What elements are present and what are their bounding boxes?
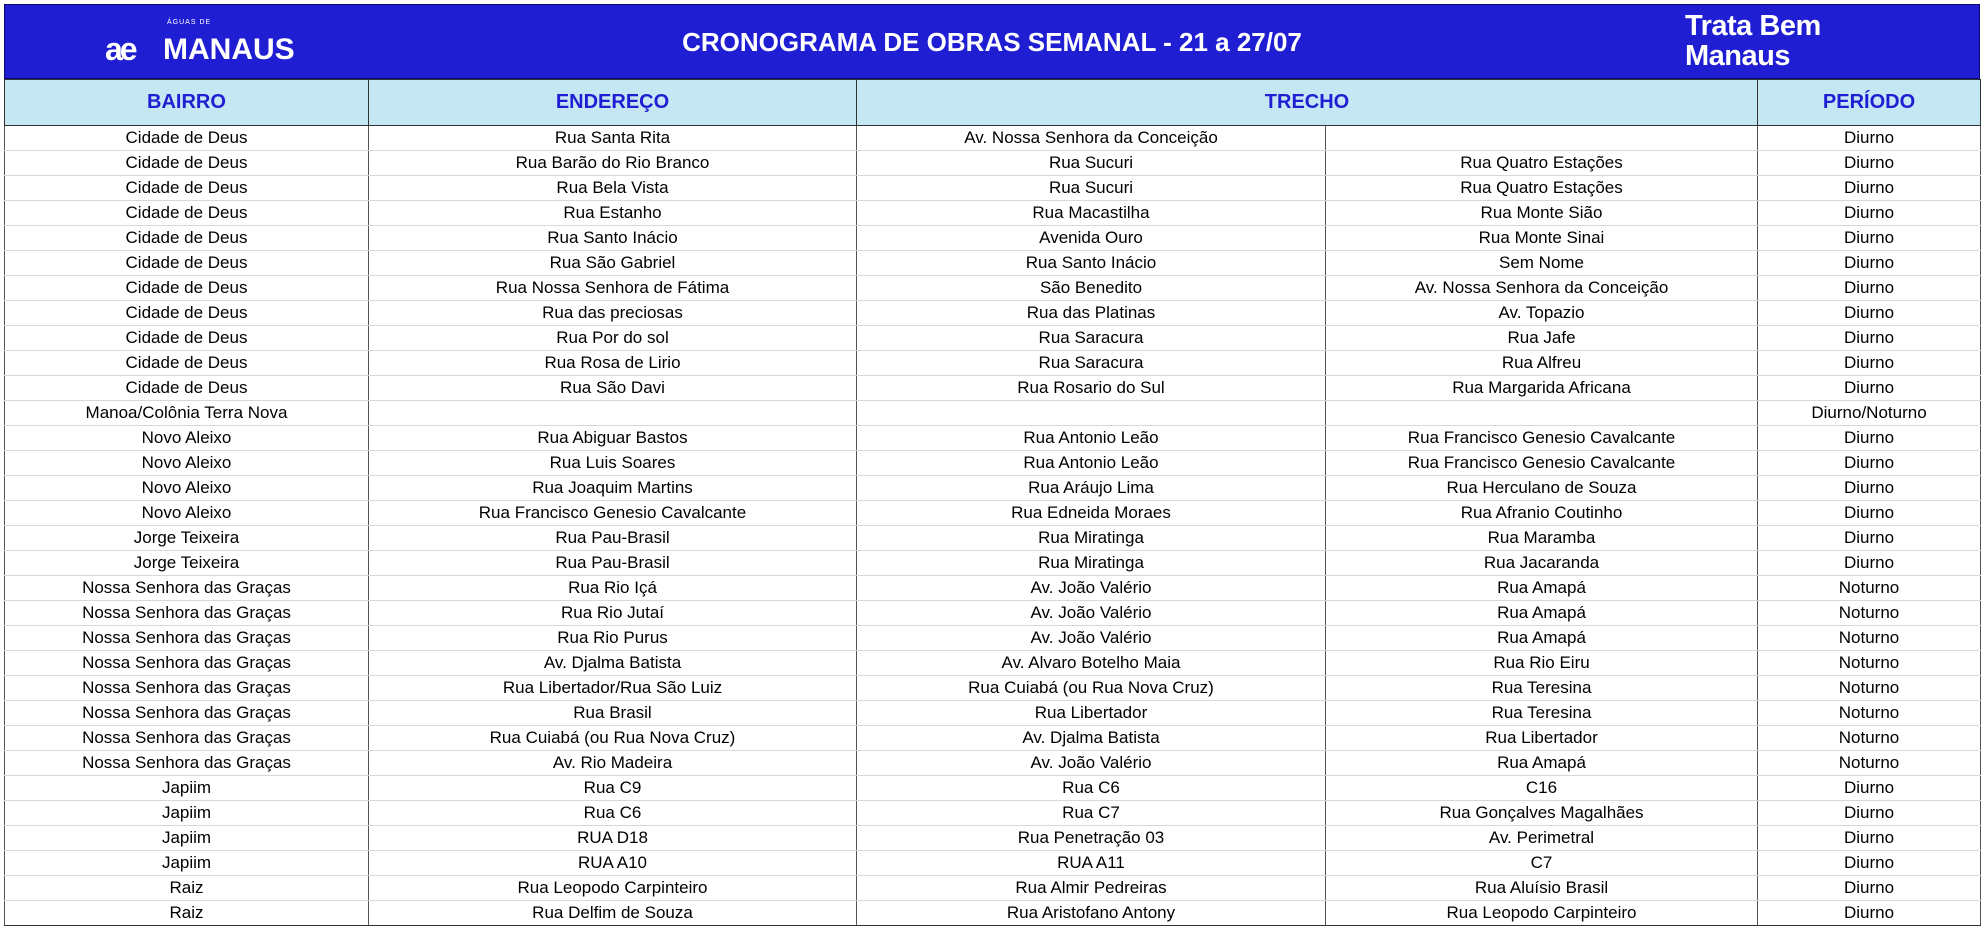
cell-bairro: Japiim bbox=[5, 851, 369, 876]
cell-periodo: Noturno bbox=[1758, 726, 1981, 751]
cell-trecho-de: Rua C7 bbox=[857, 801, 1326, 826]
page-title: CRONOGRAMA DE OBRAS SEMANAL - 21 a 27/07 bbox=[682, 27, 1302, 57]
cell-trecho-de: RUA A11 bbox=[857, 851, 1326, 876]
cell-periodo: Diurno bbox=[1758, 801, 1981, 826]
cell-trecho-ate: Rua Gonçalves Magalhães bbox=[1326, 801, 1758, 826]
table-row bbox=[5, 501, 1981, 526]
cell-endereco: Rua Santo Inácio bbox=[369, 226, 857, 251]
cell-periodo: Diurno bbox=[1758, 126, 1981, 151]
cell-trecho-de: Rua Sucuri bbox=[857, 176, 1326, 201]
cell-trecho-de: Rua das Platinas bbox=[857, 301, 1326, 326]
cell-trecho-de: Rua Miratinga bbox=[857, 526, 1326, 551]
logo-small-text: ÁGUAS DE bbox=[167, 19, 212, 26]
cell-trecho-ate bbox=[1326, 126, 1758, 151]
table-row bbox=[5, 526, 1981, 551]
logo-mark: ae bbox=[105, 31, 135, 67]
cell-periodo: Noturno bbox=[1758, 701, 1981, 726]
table-row bbox=[5, 451, 1981, 476]
table-row bbox=[5, 376, 1981, 401]
cell-periodo: Diurno bbox=[1758, 201, 1981, 226]
table-row bbox=[5, 126, 1981, 151]
cell-periodo: Diurno bbox=[1758, 176, 1981, 201]
cell-periodo: Noturno bbox=[1758, 626, 1981, 651]
table-row bbox=[5, 626, 1981, 651]
cell-bairro: Novo Aleixo bbox=[5, 501, 369, 526]
cell-trecho-de: Rua Cuiabá (ou Rua Nova Cruz) bbox=[857, 676, 1326, 701]
cell-endereco: Rua Pau-Brasil bbox=[369, 526, 857, 551]
table-row bbox=[5, 401, 1981, 426]
cell-periodo: Diurno bbox=[1758, 476, 1981, 501]
table-row bbox=[5, 701, 1981, 726]
cell-trecho-de: Av. João Valério bbox=[857, 576, 1326, 601]
table-row bbox=[5, 776, 1981, 801]
column-header-endereco: ENDEREÇO bbox=[369, 80, 857, 126]
cell-trecho-de: Rua Santo Inácio bbox=[857, 251, 1326, 276]
cell-endereco: Rua Joaquim Martins bbox=[369, 476, 857, 501]
cell-trecho-ate: Rua Francisco Genesio Cavalcante bbox=[1326, 451, 1758, 476]
cell-periodo: Diurno bbox=[1758, 251, 1981, 276]
cell-periodo: Diurno bbox=[1758, 851, 1981, 876]
cell-trecho-de: Avenida Ouro bbox=[857, 226, 1326, 251]
cell-endereco: Rua Por do sol bbox=[369, 326, 857, 351]
cell-trecho-ate: Rua Francisco Genesio Cavalcante bbox=[1326, 426, 1758, 451]
spreadsheet bbox=[4, 4, 1980, 926]
cell-bairro: Raiz bbox=[5, 876, 369, 901]
cell-trecho-ate: Av. Perimetral bbox=[1326, 826, 1758, 851]
cell-bairro: Cidade de Deus bbox=[5, 376, 369, 401]
cell-trecho-ate: Rua Amapá bbox=[1326, 751, 1758, 776]
cell-bairro: Cidade de Deus bbox=[5, 151, 369, 176]
cell-trecho-de: Rua Rosario do Sul bbox=[857, 376, 1326, 401]
cell-endereco: Rua Delfim de Souza bbox=[369, 901, 857, 926]
cell-bairro: Japiim bbox=[5, 776, 369, 801]
cell-endereco: Rua das preciosas bbox=[369, 301, 857, 326]
cell-trecho-ate: Av. Nossa Senhora da Conceição bbox=[1326, 276, 1758, 301]
cell-endereco: Rua Rio Içá bbox=[369, 576, 857, 601]
cell-endereco: Av. Rio Madeira bbox=[369, 751, 857, 776]
cell-trecho-de: Rua Antonio Leão bbox=[857, 451, 1326, 476]
cell-trecho-de: Rua Miratinga bbox=[857, 551, 1326, 576]
cell-bairro: Novo Aleixo bbox=[5, 426, 369, 451]
cell-periodo: Diurno bbox=[1758, 376, 1981, 401]
cell-trecho-de: São Benedito bbox=[857, 276, 1326, 301]
cell-endereco: Rua Estanho bbox=[369, 201, 857, 226]
cell-trecho-ate: Rua Amapá bbox=[1326, 601, 1758, 626]
cell-endereco: RUA D18 bbox=[369, 826, 857, 851]
cell-bairro: Novo Aleixo bbox=[5, 451, 369, 476]
cell-trecho-ate: Rua Monte Sião bbox=[1326, 201, 1758, 226]
cell-bairro: Raiz bbox=[5, 901, 369, 926]
cell-endereco: Rua Rio Purus bbox=[369, 626, 857, 651]
table-row bbox=[5, 576, 1981, 601]
cell-periodo: Diurno bbox=[1758, 826, 1981, 851]
table-row bbox=[5, 676, 1981, 701]
cell-periodo: Noturno bbox=[1758, 651, 1981, 676]
cell-bairro: Cidade de Deus bbox=[5, 301, 369, 326]
table-row bbox=[5, 151, 1981, 176]
cell-trecho-de: Rua Penetração 03 bbox=[857, 826, 1326, 851]
cell-endereco: Rua Francisco Genesio Cavalcante bbox=[369, 501, 857, 526]
cell-trecho-ate: Rua Jafe bbox=[1326, 326, 1758, 351]
cell-trecho-ate: Rua Alfreu bbox=[1326, 351, 1758, 376]
cell-bairro: Cidade de Deus bbox=[5, 226, 369, 251]
cell-trecho-ate bbox=[1326, 401, 1758, 426]
cell-bairro: Nossa Senhora das Graças bbox=[5, 626, 369, 651]
cell-endereco: Rua São Gabriel bbox=[369, 251, 857, 276]
cell-periodo: Noturno bbox=[1758, 576, 1981, 601]
cell-endereco: Rua Nossa Senhora de Fátima bbox=[369, 276, 857, 301]
cell-bairro: Nossa Senhora das Graças bbox=[5, 576, 369, 601]
cell-trecho-de: Rua Saracura bbox=[857, 351, 1326, 376]
cell-periodo: Diurno bbox=[1758, 451, 1981, 476]
cell-bairro: Manoa/Colônia Terra Nova bbox=[5, 401, 369, 426]
cell-periodo: Diurno bbox=[1758, 276, 1981, 301]
cell-periodo: Diurno bbox=[1758, 526, 1981, 551]
cell-endereco: Rua Rio Jutaí bbox=[369, 601, 857, 626]
cell-periodo: Diurno bbox=[1758, 226, 1981, 251]
cell-periodo: Diurno bbox=[1758, 776, 1981, 801]
cell-trecho-ate: Rua Quatro Estações bbox=[1326, 176, 1758, 201]
cell-endereco: Rua Abiguar Bastos bbox=[369, 426, 857, 451]
cell-trecho-ate: Rua Teresina bbox=[1326, 701, 1758, 726]
cell-bairro: Nossa Senhora das Graças bbox=[5, 726, 369, 751]
cell-trecho-de: Av. Nossa Senhora da Conceição bbox=[857, 126, 1326, 151]
table-body bbox=[5, 126, 1981, 926]
cell-trecho-de: Av. Djalma Batista bbox=[857, 726, 1326, 751]
cell-bairro: Cidade de Deus bbox=[5, 351, 369, 376]
table-row bbox=[5, 226, 1981, 251]
table-row bbox=[5, 651, 1981, 676]
cell-bairro: Novo Aleixo bbox=[5, 476, 369, 501]
cell-periodo: Noturno bbox=[1758, 676, 1981, 701]
cell-periodo: Diurno/Noturno bbox=[1758, 401, 1981, 426]
table-row bbox=[5, 301, 1981, 326]
cell-trecho-ate: Rua Libertador bbox=[1326, 726, 1758, 751]
table-row bbox=[5, 251, 1981, 276]
cell-trecho-ate: Av. Topazio bbox=[1326, 301, 1758, 326]
cell-trecho-ate: Rua Herculano de Souza bbox=[1326, 476, 1758, 501]
cell-trecho-de: Rua Sucuri bbox=[857, 151, 1326, 176]
cell-endereco: Rua Bela Vista bbox=[369, 176, 857, 201]
cell-periodo: Diurno bbox=[1758, 426, 1981, 451]
header-row bbox=[5, 80, 1981, 126]
cell-endereco: Rua Brasil bbox=[369, 701, 857, 726]
cell-trecho-ate: Rua Rio Eiru bbox=[1326, 651, 1758, 676]
cell-endereco: Rua Pau-Brasil bbox=[369, 551, 857, 576]
cell-bairro: Cidade de Deus bbox=[5, 326, 369, 351]
cell-periodo: Diurno bbox=[1758, 301, 1981, 326]
cell-trecho-ate: Rua Maramba bbox=[1326, 526, 1758, 551]
cell-trecho-ate: C16 bbox=[1326, 776, 1758, 801]
cell-bairro: Japiim bbox=[5, 826, 369, 851]
cell-endereco: Rua São Davi bbox=[369, 376, 857, 401]
cell-bairro: Nossa Senhora das Graças bbox=[5, 601, 369, 626]
table-row bbox=[5, 601, 1981, 626]
cell-trecho-de: Rua Aristofano Antony bbox=[857, 901, 1326, 926]
table-row bbox=[5, 801, 1981, 826]
cell-endereco bbox=[369, 401, 857, 426]
cell-endereco: Av. Djalma Batista bbox=[369, 651, 857, 676]
cell-trecho-de bbox=[857, 401, 1326, 426]
cell-trecho-de: Rua Almir Pedreiras bbox=[857, 876, 1326, 901]
trata-bem-manaus-logo bbox=[1685, 11, 1821, 71]
cell-bairro: Cidade de Deus bbox=[5, 251, 369, 276]
cell-endereco: Rua Santa Rita bbox=[369, 126, 857, 151]
cell-trecho-ate: Rua Margarida Africana bbox=[1326, 376, 1758, 401]
cell-periodo: Diurno bbox=[1758, 326, 1981, 351]
cell-bairro: Nossa Senhora das Graças bbox=[5, 751, 369, 776]
table-row bbox=[5, 201, 1981, 226]
cell-trecho-ate: Rua Amapá bbox=[1326, 576, 1758, 601]
cell-endereco: Rua C6 bbox=[369, 801, 857, 826]
table-row bbox=[5, 426, 1981, 451]
cell-endereco: Rua C9 bbox=[369, 776, 857, 801]
cell-endereco: Rua Barão do Rio Branco bbox=[369, 151, 857, 176]
cell-trecho-de: Rua Edneida Moraes bbox=[857, 501, 1326, 526]
cell-trecho-de: Av. João Valério bbox=[857, 601, 1326, 626]
table-row bbox=[5, 476, 1981, 501]
cell-periodo: Diurno bbox=[1758, 901, 1981, 926]
cell-trecho-de: Rua Aráujo Lima bbox=[857, 476, 1326, 501]
cell-endereco: Rua Leopodo Carpinteiro bbox=[369, 876, 857, 901]
column-header-periodo: PERÍODO bbox=[1758, 80, 1981, 126]
cell-trecho-de: Av. Alvaro Botelho Maia bbox=[857, 651, 1326, 676]
cell-periodo: Diurno bbox=[1758, 501, 1981, 526]
cell-bairro: Cidade de Deus bbox=[5, 201, 369, 226]
cell-endereco: Rua Rosa de Lirio bbox=[369, 351, 857, 376]
table-row bbox=[5, 726, 1981, 751]
cell-trecho-ate: Rua Jacaranda bbox=[1326, 551, 1758, 576]
cell-endereco: Rua Cuiabá (ou Rua Nova Cruz) bbox=[369, 726, 857, 751]
cell-bairro: Japiim bbox=[5, 801, 369, 826]
table-row bbox=[5, 326, 1981, 351]
cell-trecho-ate: Rua Monte Sinai bbox=[1326, 226, 1758, 251]
logo-right-line2: Manaus bbox=[1685, 40, 1790, 72]
column-header-bairro: BAIRRO bbox=[5, 80, 369, 126]
cell-periodo: Noturno bbox=[1758, 751, 1981, 776]
table-row bbox=[5, 276, 1981, 301]
cell-bairro: Jorge Teixeira bbox=[5, 551, 369, 576]
cell-trecho-ate: C7 bbox=[1326, 851, 1758, 876]
table-row bbox=[5, 826, 1981, 851]
table-row bbox=[5, 751, 1981, 776]
cell-trecho-ate: Rua Aluísio Brasil bbox=[1326, 876, 1758, 901]
cell-endereco: RUA A10 bbox=[369, 851, 857, 876]
cell-trecho-ate: Rua Teresina bbox=[1326, 676, 1758, 701]
cell-trecho-de: Rua Antonio Leão bbox=[857, 426, 1326, 451]
logo-right-line1: Trata Bem bbox=[1685, 10, 1821, 42]
cell-trecho-de: Rua Libertador bbox=[857, 701, 1326, 726]
cell-bairro: Cidade de Deus bbox=[5, 126, 369, 151]
cell-trecho-ate: Rua Afranio Coutinho bbox=[1326, 501, 1758, 526]
cell-bairro: Nossa Senhora das Graças bbox=[5, 701, 369, 726]
table-row bbox=[5, 176, 1981, 201]
schedule-table bbox=[4, 79, 1981, 926]
cell-trecho-de: Rua Macastilha bbox=[857, 201, 1326, 226]
cell-bairro: Nossa Senhora das Graças bbox=[5, 676, 369, 701]
cell-endereco: Rua Libertador/Rua São Luiz bbox=[369, 676, 857, 701]
cell-bairro: Cidade de Deus bbox=[5, 276, 369, 301]
cell-trecho-ate: Rua Leopodo Carpinteiro bbox=[1326, 901, 1758, 926]
cell-trecho-de: Av. João Valério bbox=[857, 626, 1326, 651]
logo-name: MANAUS bbox=[163, 33, 295, 66]
cell-periodo: Diurno bbox=[1758, 151, 1981, 176]
table-row bbox=[5, 551, 1981, 576]
table-row bbox=[5, 876, 1981, 901]
cell-trecho-de: Rua C6 bbox=[857, 776, 1326, 801]
cell-bairro: Cidade de Deus bbox=[5, 176, 369, 201]
cell-trecho-de: Rua Saracura bbox=[857, 326, 1326, 351]
cell-bairro: Nossa Senhora das Graças bbox=[5, 651, 369, 676]
cell-periodo: Diurno bbox=[1758, 551, 1981, 576]
cell-periodo: Diurno bbox=[1758, 351, 1981, 376]
header-banner bbox=[4, 4, 1980, 79]
table-row bbox=[5, 901, 1981, 926]
cell-endereco: Rua Luis Soares bbox=[369, 451, 857, 476]
column-header-trecho: TRECHO bbox=[857, 80, 1758, 126]
table-row bbox=[5, 851, 1981, 876]
cell-trecho-de: Av. João Valério bbox=[857, 751, 1326, 776]
cell-trecho-ate: Rua Amapá bbox=[1326, 626, 1758, 651]
cell-bairro: Jorge Teixeira bbox=[5, 526, 369, 551]
cell-periodo: Noturno bbox=[1758, 601, 1981, 626]
table-row bbox=[5, 351, 1981, 376]
cell-trecho-ate: Sem Nome bbox=[1326, 251, 1758, 276]
cell-trecho-ate: Rua Quatro Estações bbox=[1326, 151, 1758, 176]
cell-periodo: Diurno bbox=[1758, 876, 1981, 901]
